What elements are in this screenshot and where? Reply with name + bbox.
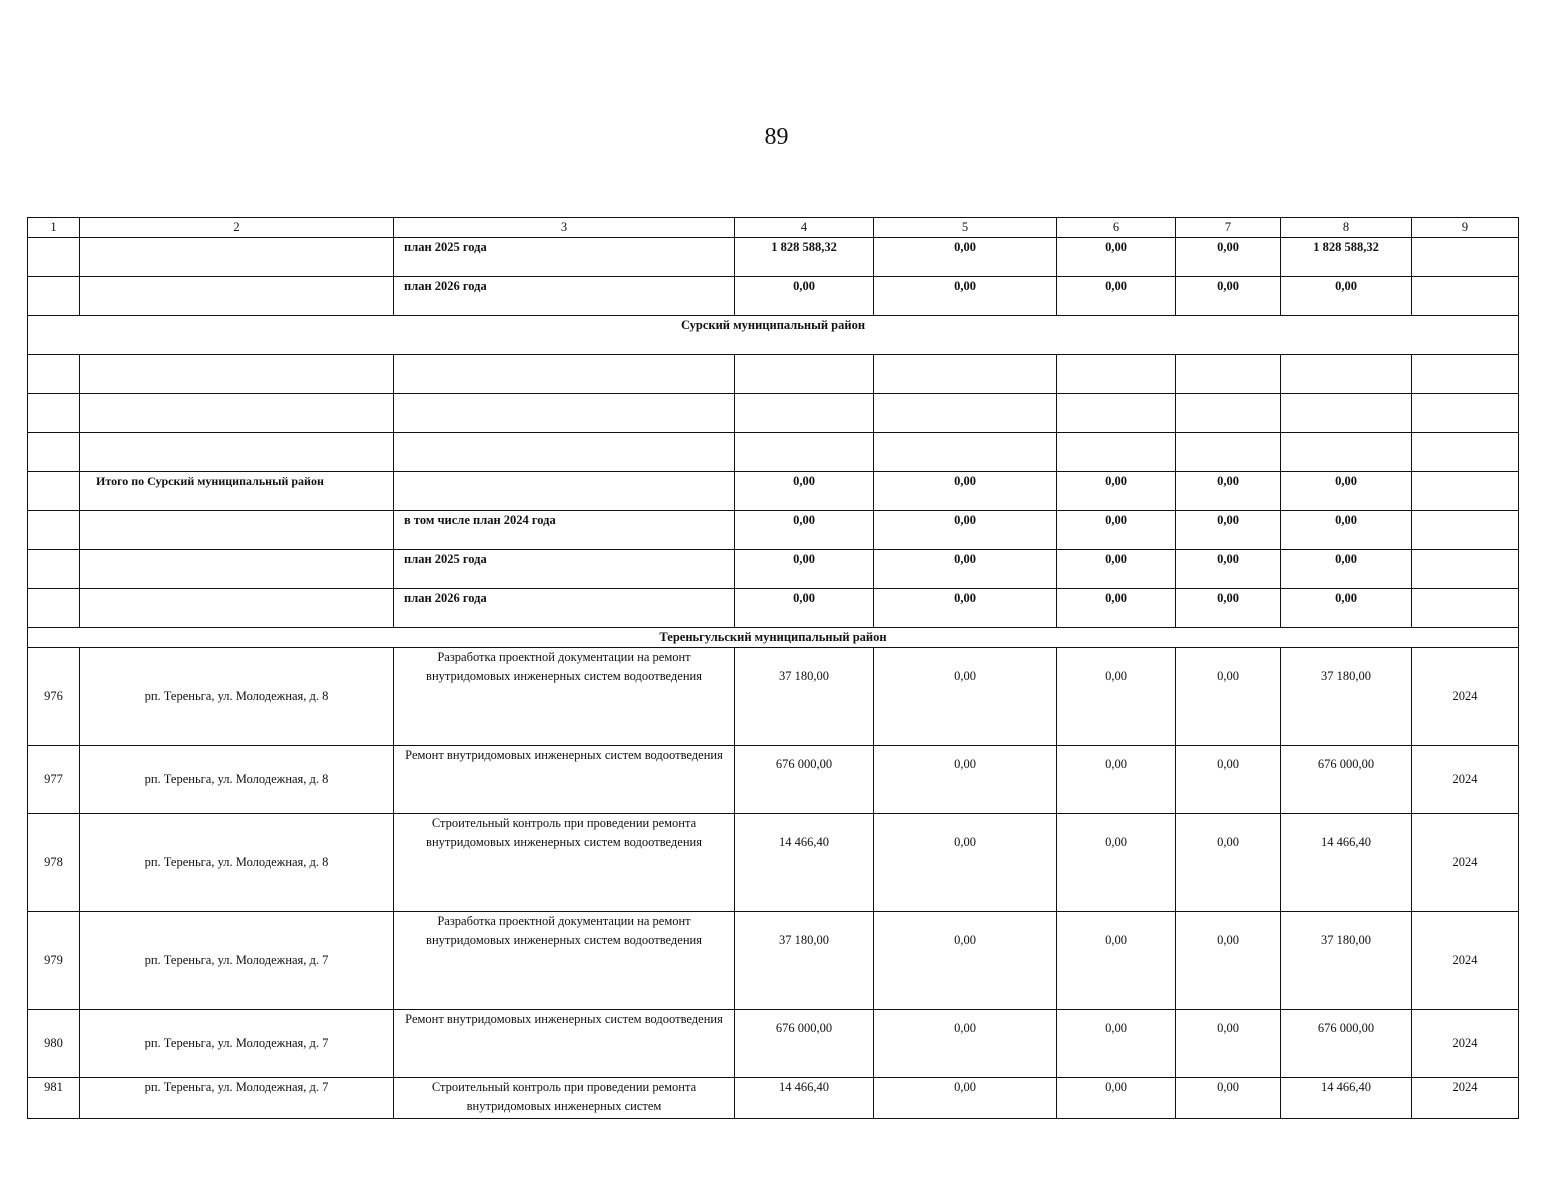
amount-cell: 0,00 [1057, 746, 1176, 814]
amount-cell: 0,00 [874, 814, 1057, 912]
empty-row [28, 433, 1519, 472]
year-cell: 2024 [1412, 814, 1519, 912]
address-cell: рп. Тереньга, ул. Молодежная, д. 8 [80, 746, 394, 814]
col-header: 9 [1412, 218, 1519, 238]
amount-cell: 0,00 [1176, 472, 1281, 511]
amount-cell: 0,00 [874, 1010, 1057, 1078]
amount-cell: 0,00 [1176, 814, 1281, 912]
amount-cell: 0,00 [1057, 1078, 1176, 1119]
amount-cell: 0,00 [1057, 589, 1176, 628]
amount-cell: 14 466,40 [735, 814, 874, 912]
amount-cell: 0,00 [874, 648, 1057, 746]
column-number-header [28, 218, 1519, 238]
amount-cell: 0,00 [1057, 511, 1176, 550]
work-cell: Ремонт внутридомовых инженерных систем водоотведения [394, 746, 735, 814]
amount-cell: 0,00 [1176, 277, 1281, 316]
table-row [28, 746, 1519, 814]
plan-label: план 2025 года [394, 550, 735, 589]
amount-cell: 0,00 [1176, 912, 1281, 1010]
page-number: 89 [764, 124, 789, 150]
amount-cell: 0,00 [874, 511, 1057, 550]
plan-label: план 2026 года [394, 589, 735, 628]
amount-cell: 0,00 [874, 472, 1057, 511]
amount-cell: 0,00 [1281, 472, 1412, 511]
amount-cell: 0,00 [1057, 277, 1176, 316]
work-cell: Строительный контроль при проведении ремонта внутридомовых инженерных систем водоотведения [394, 814, 735, 912]
row-number: 977 [28, 746, 80, 814]
address-cell: рп. Тереньга, ул. Молодежная, д. 7 [80, 912, 394, 1010]
address-cell: рп. Тереньга, ул. Молодежная, д. 8 [80, 648, 394, 746]
amount-cell: 676 000,00 [1281, 746, 1412, 814]
year-cell: 2024 [1412, 1078, 1519, 1119]
amount-cell: 676 000,00 [735, 746, 874, 814]
amount-cell: 0,00 [1057, 814, 1176, 912]
amount-cell: 0,00 [874, 746, 1057, 814]
amount-cell: 0,00 [735, 511, 874, 550]
table-row [28, 814, 1519, 912]
amount-cell: 0,00 [735, 589, 874, 628]
col-header: 3 [394, 218, 735, 238]
amount-cell: 14 466,40 [1281, 814, 1412, 912]
amount-cell: 0,00 [1176, 1078, 1281, 1119]
amount-cell: 0,00 [1057, 550, 1176, 589]
row-number: 980 [28, 1010, 80, 1078]
amount-cell: 0,00 [1281, 589, 1412, 628]
amount-cell: 0,00 [1176, 1010, 1281, 1078]
row-number: 979 [28, 912, 80, 1010]
amount-cell: 0,00 [1057, 1010, 1176, 1078]
amount-cell: 0,00 [1057, 648, 1176, 746]
amount-cell: 1 828 588,32 [735, 238, 874, 277]
work-cell: Разработка проектной документации на ремонт внутридомовых инженерных систем водоотведения [394, 912, 735, 1010]
empty-row [28, 355, 1519, 394]
col-header: 2 [80, 218, 394, 238]
amount-cell: 37 180,00 [735, 648, 874, 746]
amount-cell: 0,00 [874, 550, 1057, 589]
total-label: Итого по Сурский муниципальный район [80, 472, 394, 511]
row-number: 981 [28, 1078, 80, 1119]
empty-row [28, 394, 1519, 433]
amount-cell: 0,00 [1176, 648, 1281, 746]
section-header [28, 316, 1519, 355]
amount-cell: 37 180,00 [1281, 648, 1412, 746]
amount-cell: 14 466,40 [1281, 1078, 1412, 1119]
table-row [28, 912, 1519, 1010]
amount-cell: 0,00 [874, 912, 1057, 1010]
plan-row [28, 589, 1519, 628]
amount-cell: 0,00 [735, 550, 874, 589]
row-number: 978 [28, 814, 80, 912]
amount-cell: 0,00 [735, 277, 874, 316]
row-number: 976 [28, 648, 80, 746]
plan-label: план 2025 года [394, 238, 735, 277]
amount-cell: 676 000,00 [1281, 1010, 1412, 1078]
plan-label: в том числе план 2024 года [394, 511, 735, 550]
amount-cell: 0,00 [735, 472, 874, 511]
address-cell: рп. Тереньга, ул. Молодежная, д. 7 [80, 1078, 394, 1119]
plan-label: план 2026 года [394, 277, 735, 316]
amount-cell: 14 466,40 [735, 1078, 874, 1119]
amount-cell: 0,00 [1176, 589, 1281, 628]
col-header: 6 [1057, 218, 1176, 238]
amount-cell: 37 180,00 [1281, 912, 1412, 1010]
amount-cell: 0,00 [1176, 238, 1281, 277]
amount-cell: 0,00 [874, 589, 1057, 628]
amount-cell: 0,00 [1057, 238, 1176, 277]
amount-cell: 0,00 [874, 277, 1057, 316]
amount-cell: 0,00 [1281, 277, 1412, 316]
section-title: Сурский муниципальный район [28, 316, 1519, 355]
amount-cell: 0,00 [1176, 746, 1281, 814]
amount-cell: 0,00 [874, 1078, 1057, 1119]
plan-row [28, 277, 1519, 316]
amount-cell: 0,00 [1057, 912, 1176, 1010]
col-header: 1 [28, 218, 80, 238]
total-row [28, 472, 1519, 511]
amount-cell: 0,00 [1281, 511, 1412, 550]
table-row [28, 1078, 1519, 1119]
year-cell: 2024 [1412, 648, 1519, 746]
amount-cell: 0,00 [1057, 472, 1176, 511]
budget-table [27, 217, 1519, 1119]
section-header [28, 628, 1519, 648]
plan-row [28, 550, 1519, 589]
amount-cell: 0,00 [1176, 550, 1281, 589]
col-header: 5 [874, 218, 1057, 238]
address-cell: рп. Тереньга, ул. Молодежная, д. 7 [80, 1010, 394, 1078]
section-title: Тереньгульский муниципальный район [28, 628, 1519, 648]
amount-cell: 676 000,00 [735, 1010, 874, 1078]
plan-row [28, 238, 1519, 277]
year-cell: 2024 [1412, 912, 1519, 1010]
work-cell: Разработка проектной документации на ремонт внутридомовых инженерных систем водоотведения [394, 648, 735, 746]
address-cell: рп. Тереньга, ул. Молодежная, д. 8 [80, 814, 394, 912]
table-row [28, 1010, 1519, 1078]
work-cell: Ремонт внутридомовых инженерных систем водоотведения [394, 1010, 735, 1078]
plan-row [28, 511, 1519, 550]
amount-cell: 0,00 [1176, 511, 1281, 550]
work-cell: Строительный контроль при проведении ремонта внутридомовых инженерных систем [394, 1078, 735, 1119]
col-header: 4 [735, 218, 874, 238]
amount-cell: 1 828 588,32 [1281, 238, 1412, 277]
year-cell: 2024 [1412, 746, 1519, 814]
col-header: 7 [1176, 218, 1281, 238]
col-header: 8 [1281, 218, 1412, 238]
amount-cell: 0,00 [1281, 550, 1412, 589]
table-row [28, 648, 1519, 746]
amount-cell: 0,00 [874, 238, 1057, 277]
amount-cell: 37 180,00 [735, 912, 874, 1010]
year-cell: 2024 [1412, 1010, 1519, 1078]
